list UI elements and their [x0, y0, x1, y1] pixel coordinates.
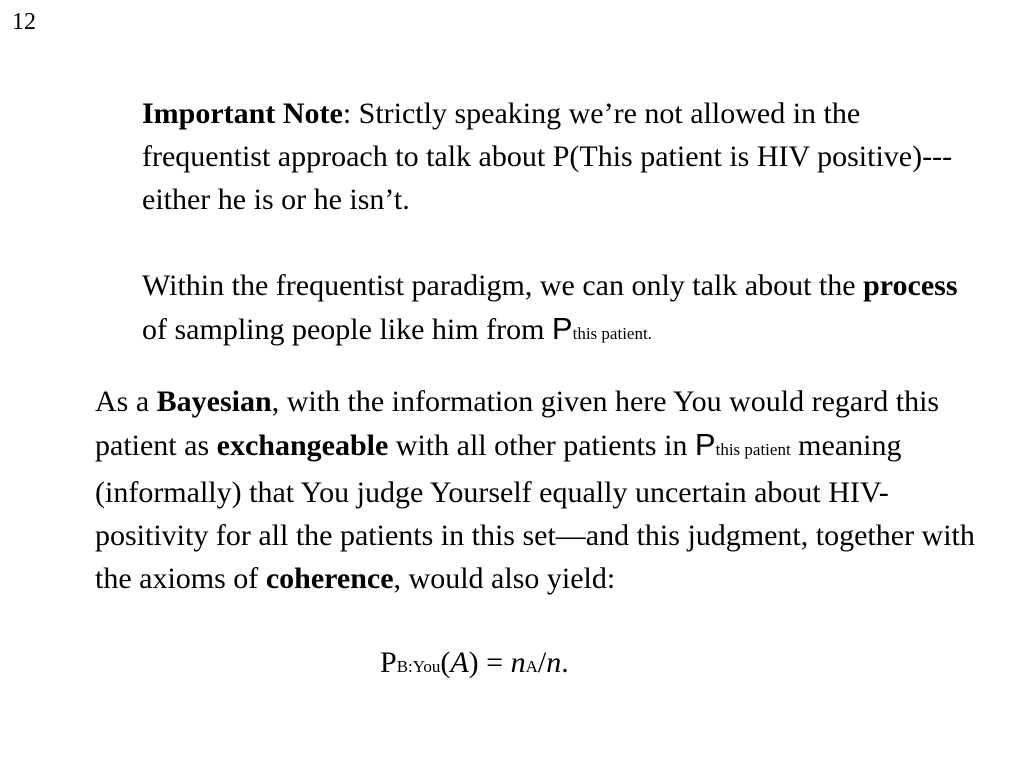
- bayes-text-1: As a: [95, 385, 157, 418]
- population-subscript: this patient.: [572, 324, 652, 343]
- formula-slash: /: [537, 646, 547, 679]
- formula-subscript: B:You: [396, 657, 441, 676]
- probability-formula: [380, 641, 569, 688]
- coherence-term: coherence: [265, 562, 394, 595]
- population-symbol-2: P: [694, 427, 716, 462]
- population-subscript-2: this patient: [715, 440, 791, 459]
- note-p2-text-2: of sampling people like him from: [142, 313, 552, 346]
- bayesian-paragraph: [95, 380, 995, 600]
- process-term: process: [863, 269, 958, 302]
- note-title: Important Note: [142, 97, 343, 130]
- note-paragraph-1: [142, 92, 962, 221]
- formula-P: P: [380, 646, 397, 679]
- important-note-block: [142, 92, 962, 355]
- formula-A: A: [450, 646, 469, 679]
- note-p2-text-1: Within the frequentist paradigm, we can only talk about the: [142, 269, 864, 302]
- bayesian-term: Bayesian: [156, 385, 272, 418]
- note-paragraph-2: [142, 264, 962, 355]
- bayes-text-3: with all other patients in: [388, 429, 695, 462]
- exchangeable-term: exchangeable: [216, 429, 389, 462]
- formula-close-eq: ) =: [468, 646, 511, 679]
- bayesian-paragraph-block: [95, 380, 995, 600]
- population-symbol: P: [551, 311, 573, 346]
- page-number: 12: [12, 9, 36, 35]
- formula-open-paren: (: [440, 646, 451, 679]
- bayes-text-2: , with the information given here You would regard this patient as: [95, 385, 940, 462]
- formula-period: .: [561, 646, 569, 679]
- note-text: : Strictly speaking we’re not allowed in the frequentist approach to talk about P(This patient is HIV positive)---either he is or he isn’t.: [142, 97, 953, 216]
- bayes-text-5: , would also yield:: [393, 562, 616, 595]
- formula-n-2: n: [546, 646, 562, 679]
- formula-subscript-A: A: [525, 657, 538, 676]
- formula-n: n: [510, 646, 526, 679]
- bayes-text-4: meaning (informally) that You judge Yourself equally uncertain about HIV-positivity for all the patients in this set—and this judgment, together with the axioms of: [95, 429, 975, 595]
